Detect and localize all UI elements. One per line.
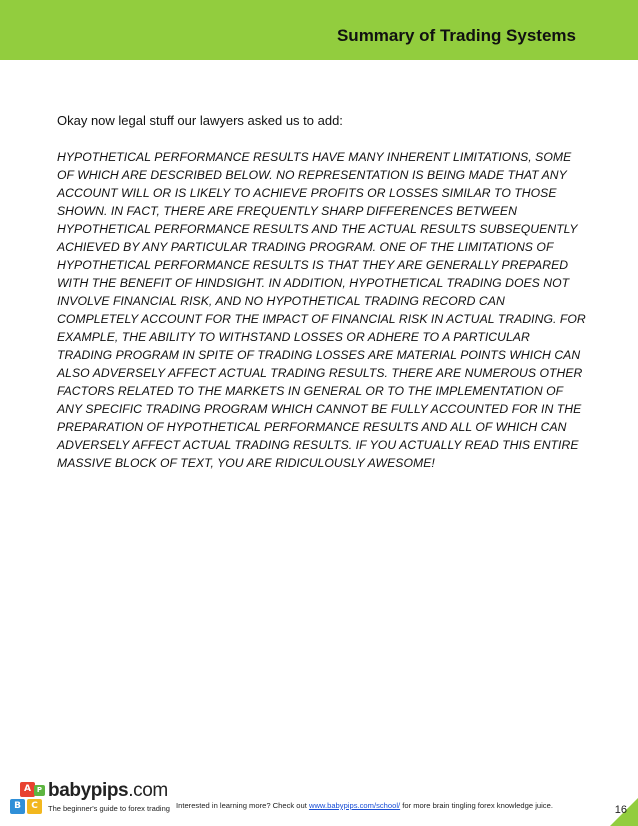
header-band (0, 0, 638, 60)
footer-note-prefix: Interested in learning more? Check out (176, 801, 309, 810)
page-title: Summary of Trading Systems (336, 26, 576, 45)
school-link[interactable]: www.babypips.com/school/ (308, 801, 401, 810)
footer-note-suffix: for more brain tingling forex knowledge juice. (400, 801, 553, 810)
logo-tagline: The beginner's guide to forex trading (48, 804, 170, 813)
block-c: C (27, 799, 42, 814)
footer (0, 770, 638, 826)
alphabet-blocks-icon (10, 782, 46, 818)
logo-name: babypips (48, 780, 129, 801)
logo-wordmark (48, 780, 168, 802)
disclaimer-paragraph: HYPOTHETICAL PERFORMANCE RESULTS HAVE MANY INHERENT LIMITATIONS, SOME OF WHICH ARE DESCRIBED BELOW. NO REPRESENTATION IS BEING MADE THAT ANY ACCOUNT WILL OR IS LIKELY TO ACHIEVE PROFITS OR LOSSES SIMILAR TO THOSE SHOWN. IN FACT, THERE ARE FREQUENTLY SHARP DIFFERENCES BETWEEN HYPOTHETICAL PERFORMANCE RESULTS AND THE ACTUAL RESULTS SUBSEQUENTLY ACHIEVED BY ANY PARTICULAR TRADING PROGRAM. ONE OF THE LIMITATIONS OF HYPOTHETICAL PERFORMANCE RESULTS IS THAT THEY ARE GENERALLY PREPARED WITH THE BENEFIT OF HINDSIGHT. IN ADDITION, HYPOTHETICAL TRADING DOES NOT INVOLVE FINANCIAL RISK, AND NO HYPOTHETICAL TRADING RECORD CAN COMPLETELY ACCOUNT FOR THE IMPACT OF FINANCIAL RISK IN ACTUAL TRADING. FOR EXAMPLE, THE ABILITY TO WITHSTAND LOSSES OR ADHERE TO A PARTICULAR TRADING PROGRAM IN SPITE OF TRADING LOSSES ARE MATERIAL POINTS WHICH CAN ALSO ADVERSELY AFFECT ACTUAL TRADING RESULTS. THERE ARE NUMEROUS OTHER FACTORS RELATED TO THE MARKETS IN GENERAL OR TO THE IMPLEMENTATION OF ANY SPECIFIC TRADING PROGRAM WHICH CANNOT BE FULLY ACCOUNTED FOR IN THE PREPARATION OF HYPOTHETICAL PERFORMANCE RESULTS AND ALL OF WHICH CAN ADVERSELY AFFECT ACTUAL TRADING RESULTS. IF YOU ACTUALLY READ THIS ENTIRE MASSIVE BLOCK OF TEXT, YOU ARE RIDICULOUSLY AWESOME! (57, 150, 586, 470)
page-number: 16 (614, 804, 627, 816)
block-a: A (20, 782, 35, 797)
babypips-logo[interactable] (10, 780, 170, 820)
logo-suffix: .com (128, 780, 168, 801)
footer-note (176, 801, 553, 810)
intro-paragraph: Okay now legal stuff our lawyers asked us to add: (57, 113, 343, 128)
main-content (57, 112, 587, 472)
block-p: P (34, 785, 45, 796)
block-b: B (10, 799, 25, 814)
